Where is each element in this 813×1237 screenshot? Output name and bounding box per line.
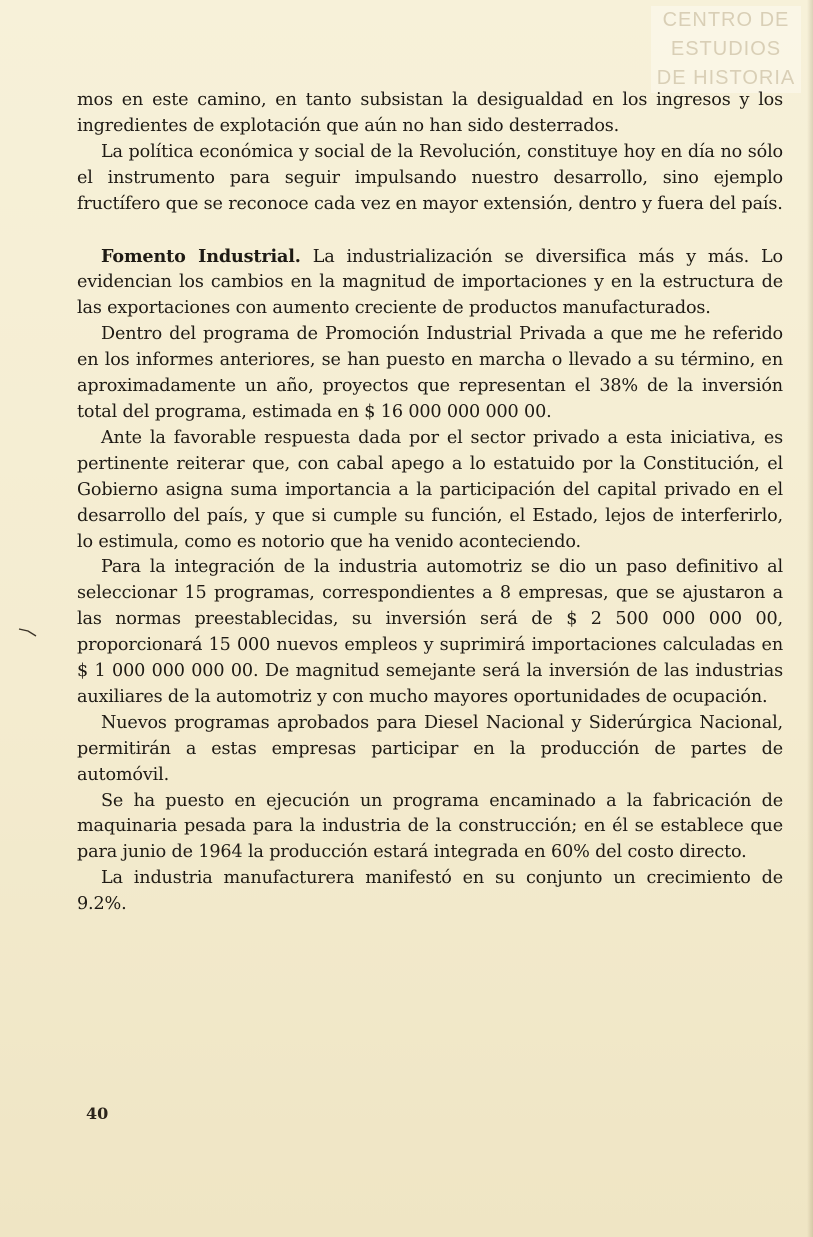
paragraph-fomento-industrial — [77, 244, 783, 323]
paragraph-politica-economica: La política económica y social de la Revolución, constituye hoy en día no sólo el instrumento para seguir impulsando nuestro desarrollo, sino ejemplo fructífero que se reconoce cada vez en mayor extensión, dentro y fuera del país. — [77, 141, 783, 214]
margin-pencil-mark — [18, 626, 38, 638]
paragraph-industria-manufacturera: La industria manufacturera manifestó en su conjunto un crecimiento de 9.2%. — [77, 868, 783, 915]
paragraph-promocion-industrial: Dentro del programa de Promoción Industrial Privada a que me he referido en los informes anteriores, se han puesto en marcha o llevado a su término, en aproximadamente un año, proyectos que representan el 38% de la inversión total del programa, estimada en $ 16 000 000 000 00. — [77, 324, 783, 422]
section-heading: Fomento Industrial. — [101, 245, 301, 267]
paragraph-continuation: mos en este camino, en tanto subsistan la desigualdad en los ingresos y los ingredientes de explotación que aún no han sido desterrados. — [77, 90, 783, 136]
watermark-line-2: ESTUDIOS — [670, 38, 782, 60]
paragraph-maquinaria-pesada: Se ha puesto en ejecución un programa encaminado a la fabricación de maquinaria pesada para la industria de la construcción; en él se establece que para junio de 1964 la producción estará integrada en 60% del costo directo. — [77, 790, 783, 863]
watermark-line-1: CENTRO DE — [662, 9, 790, 31]
page-number: 40 — [86, 1104, 109, 1123]
paragraph-industria-automotriz: Para la integración de la industria automotriz se dio un paso definitivo al seleccionar 15 programas, correspondientes a 8 empresas, que se ajustaron a las normas preestablecidas, su inversión será de $ 2 500 000 000 00, proporcionará 15 000 nuevos empleos y suprimirá importaciones calculadas en $ 1 000 000 000 00. De magnitud semejante será la inversión de las industrias auxiliares de la automotriz y con mucho mayores oportunidades de ocupación. — [77, 557, 783, 707]
section-intro-text: La industrialización se diversifica más y más. Lo evidencian los cambios en la magnitud de importaciones y en la estructura de las exportaciones con aumento creciente de productos manufacturados. — [77, 246, 783, 319]
paragraph-diesel-siderurgica: Nuevos programas aprobados para Diesel Nacional y Siderúrgica Nacional, permitirán a estas empresas participar en la producción de partes de automóvil. — [77, 712, 783, 785]
archive-watermark — [651, 6, 801, 93]
paragraph-sector-privado: Ante la favorable respuesta dada por el sector privado a esta iniciativa, es pertinente reiterar que, con cabal apego a lo estatuido por la Constitución, el Gobierno asigna suma importancia a la participación del capital privado en el desarrollo del país, y que si cumple su función, el Estado, lejos de interferirlo, lo estimula, como es notorio que ha venido aconteciendo. — [77, 427, 783, 552]
body-text — [77, 88, 783, 918]
page-edge-shadow — [807, 0, 813, 1237]
watermark-line-3: DE HISTORIA — [656, 67, 796, 89]
